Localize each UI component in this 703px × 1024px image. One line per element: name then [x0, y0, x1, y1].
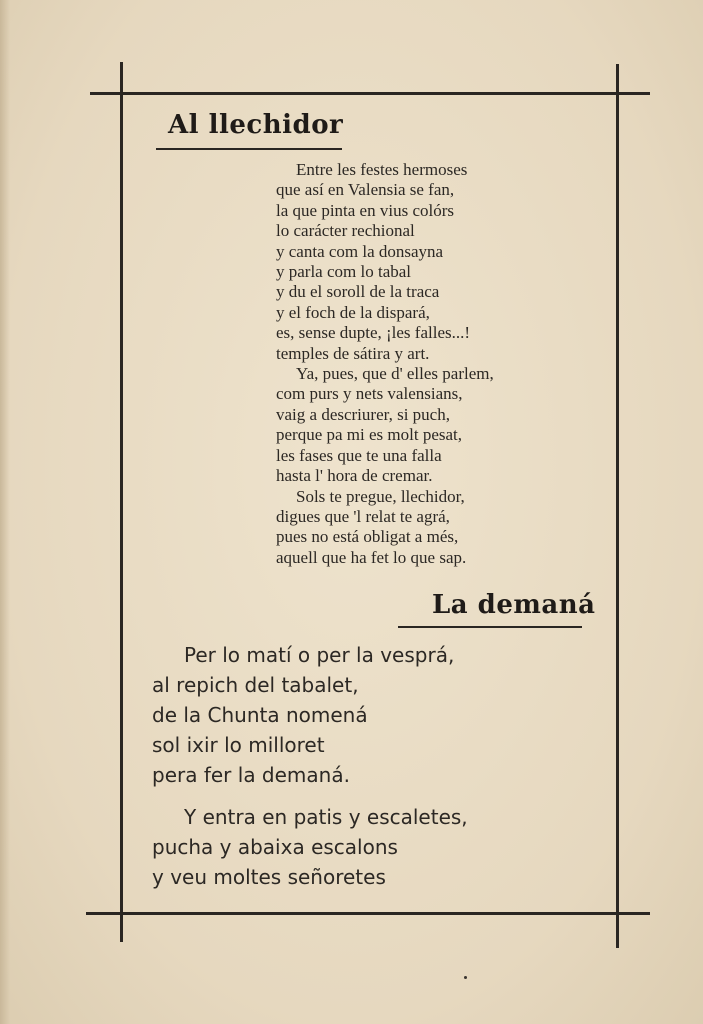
poem-line: Ya, pues, que d' elles parlem, [296, 364, 494, 384]
border-left-rule [120, 62, 123, 942]
poem-line: pues no está obligat a més, [276, 527, 459, 547]
poem-line: la que pinta en vius colórs [276, 200, 454, 220]
page-edge-shadow [0, 0, 10, 1024]
border-top-rule [90, 92, 650, 95]
poem-line: perque pa mi es molt pesat, [276, 425, 463, 445]
poem-line: Y entra en patis y escaletes, [184, 805, 468, 829]
poem-line: com purs y nets valensians, [276, 384, 463, 404]
poem-line: Entre les festes hermoses [296, 160, 468, 179]
poem-line: y parla com lo tabal [276, 262, 412, 282]
border-right-rule [616, 64, 619, 948]
section-title-al-llechidor: Al llechidor [168, 110, 344, 140]
poem-la-demana-stanza-2 [152, 802, 572, 892]
border-bottom-rule [86, 912, 650, 915]
poem-line: aquell que ha fet lo que sap. [276, 547, 467, 567]
poem-line: temples de sátira y art. [276, 343, 430, 363]
poem-line: pucha y abaixa escalons [152, 835, 398, 859]
poem-line: y du el soroll de la traca [276, 282, 440, 302]
poem-line: y canta com la donsayna [276, 241, 444, 261]
poem-line: digues que 'l relat te agrá, [276, 506, 450, 526]
section-title-underline [398, 626, 582, 628]
poem-line: vaig a descriurer, si puch, [276, 404, 450, 424]
section-title-underline [156, 148, 342, 150]
poem-line: lo carácter rechional [276, 221, 415, 241]
poem-line: sol ixir lo milloret [152, 733, 325, 757]
poem-line: pera fer la demaná. [152, 763, 350, 787]
poem-line: les fases que te una falla [276, 445, 442, 465]
poem-line: y veu moltes señoretes [152, 865, 386, 889]
poem-la-demana-stanza-1 [152, 640, 572, 790]
poem-line: Sols te pregue, llechidor, [296, 486, 465, 506]
poem-line: Per lo matí o per la vesprá, [184, 643, 455, 667]
section-title-la-demana: La demaná [432, 590, 596, 620]
poem-line: de la Chunta nomená [152, 703, 368, 727]
poem-line: es, sense dupte, ¡les falles...! [276, 323, 471, 343]
poem-line: que así en Valensia se fan, [276, 180, 455, 200]
poem-line: y el foch de la dispará, [276, 302, 430, 322]
poem-al-llechidor [276, 160, 596, 568]
ink-speck [464, 976, 467, 979]
poem-line: al repich del tabalet, [152, 673, 359, 697]
poem-line: hasta l' hora de cremar. [276, 466, 433, 486]
